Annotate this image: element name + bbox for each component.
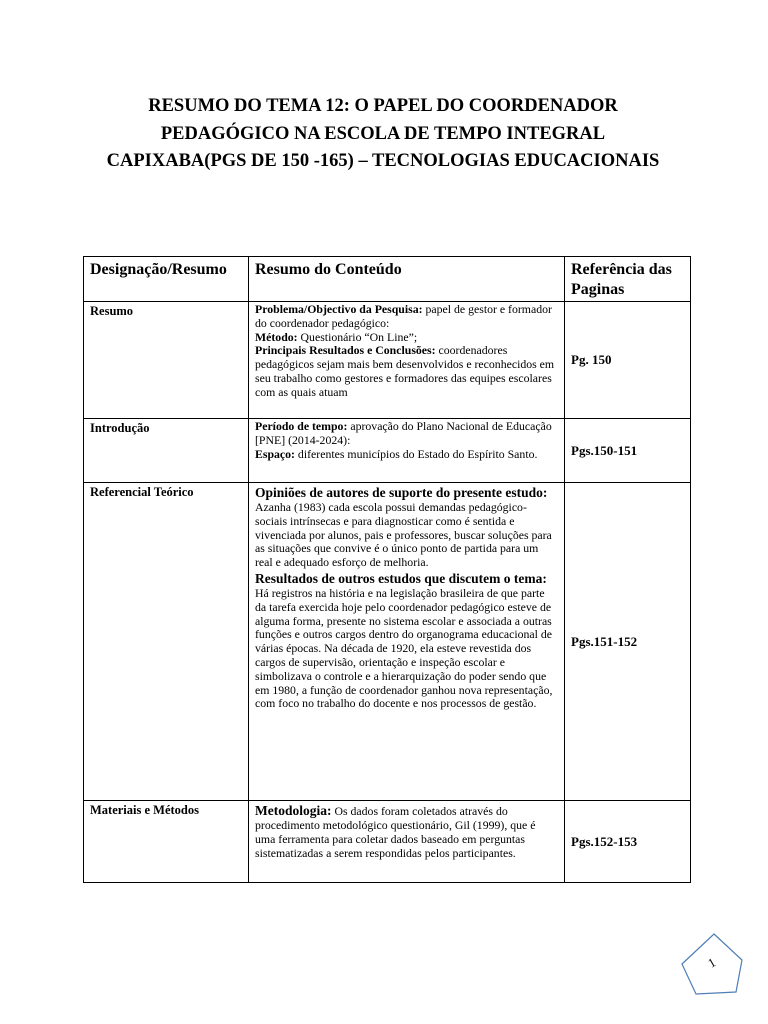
header-designation: Designação/Resumo xyxy=(84,257,249,302)
row-reference: Pgs.150-151 xyxy=(565,419,691,483)
row-content: Período de tempo: aprovação do Plano Nacional de Educação [PNE] (2014-2024): Espaço: diferentes municípios do Estado do Espírito Santo. xyxy=(249,419,565,483)
row-content: Problema/Objectivo da Pesquisa: papel de gestor e formador do coordenador pedagógico: Método: Questionário “On Line”; Principais Resultados e Conclusões: coordenadores pedagógicos sejam mais bem desenvolvidos e reconhecidos em seu trabalho como gestores e formadores das equipes escolares com as quais atuam xyxy=(249,302,565,419)
row-label: Resumo xyxy=(84,302,249,419)
table-row xyxy=(84,801,691,883)
row-reference: Pgs.152-153 xyxy=(565,801,691,883)
row-reference: Pg. 150 xyxy=(565,302,691,419)
page-number-badge xyxy=(678,930,746,998)
row-label: Introdução xyxy=(84,419,249,483)
table-row xyxy=(84,419,691,483)
row-reference: Pgs.151-152 xyxy=(565,483,691,801)
row-content: Opiniões de autores de suporte do presente estudo: Azanha (1983) cada escola possui demandas pedagógico-sociais intrínsecas e para diagnosticar como é sentida e vivenciada por alunos, pais e professores, buscar soluções para as situações que convive é o único ponto de partida para um real e adequado esforço de melhoria. Resultados de outros estudos que discutem o tema: Há registros na história e na legislação brasileira de que parte da tarefa exercida hoje pelo coordenador pedagógico esteve de alguma forma, presente no sistema escolar e associada a outras funções e outros cargos dentro do organograma educacional de várias épocas. Na década de 1920, ela esteve revestida dos cargos de supervisão, orientação e inspeção escolar e simbolizava o controle e a hierarquização do poder sendo que em 1980, a função de coordenador ganhou nova representação, com foco no trabalho do docente e nos processos de gestão. xyxy=(249,483,565,801)
row-label: Referencial Teórico xyxy=(84,483,249,801)
row-label: Materiais e Métodos xyxy=(84,801,249,883)
table-row xyxy=(84,483,691,801)
header-content: Resumo do Conteúdo xyxy=(249,257,565,302)
table-row xyxy=(84,302,691,419)
document-title: RESUMO DO TEMA 12: O PAPEL DO COORDENADOR PEDAGÓGICO NA ESCOLA DE TEMPO INTEGRAL CAPIXABA(PGS DE 150 -165) – TECNOLOGIAS EDUCACIONAIS xyxy=(106,96,660,171)
header-reference: Referência das Paginas xyxy=(565,257,691,302)
table-header-row xyxy=(84,257,691,302)
row-content: Metodologia: Os dados foram coletados através do procedimento metodológico questionário, Gil (1999), que é uma ferramenta para coletar dados baseado em perguntas sistematizadas a serem respondidas pelos participantes. xyxy=(249,801,565,883)
summary-table xyxy=(83,256,691,883)
page-number: 1 xyxy=(705,954,719,971)
